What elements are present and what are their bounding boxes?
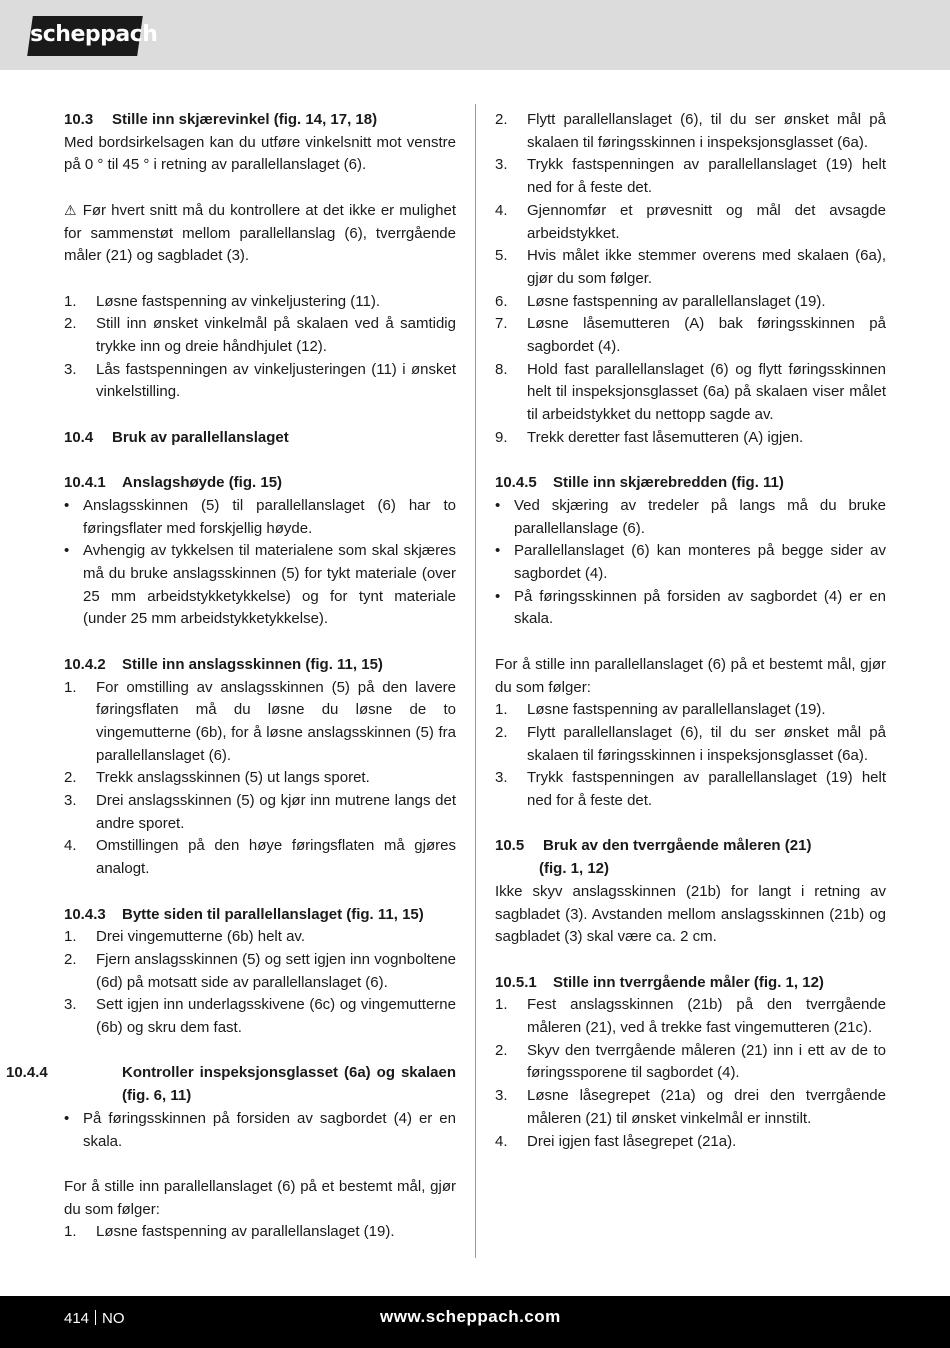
list-item: 7. Løsne låsemutteren (A) bak føringsskinnen på sagbordet (4).: [495, 315, 886, 356]
warning-triangle-icon: ⚠: [64, 202, 78, 219]
website-link[interactable]: www.scheppach.com: [380, 1307, 561, 1326]
section-heading-10-5-fig: (fig. 1, 12): [539, 860, 610, 878]
right-column: [495, 109, 886, 1153]
list-item: 2. Fjern anslagsskinnen (5) og sett igjen inn vognboltene (6d) på motsatt side av parallellanslaget (6).: [64, 950, 456, 991]
section-heading-10-5-1: 10.5.1 Stille inn tverrgående måler (fig. 1, 12): [495, 973, 824, 991]
list-item: 2. Still inn ønsket vinkelmål på skalaen ved å samtidig trykke inn og dreie håndhjulet (12).: [64, 315, 456, 355]
list-item: 2. Skyv den tverrgående måleren (21) inn i ett av de to føringssporene til sagbordet (4).: [495, 1041, 886, 1082]
warning-note: ⚠ Før hvert snitt må du kontrollere at det ikke er mulighet for sammenstøt mellom parallellanslag (6), tverrgående måler (21) og sagbladet (3).: [64, 201, 456, 265]
bullet-item: • Ved skjæring av tredeler på langs må du bruke parallellanslage (6).: [495, 496, 886, 537]
bullet-item: • På føringsskinnen på forsiden av sagbordet (4) er en skala.: [64, 1109, 456, 1150]
section-intro: For å stille inn parallellanslaget (6) på et bestemt mål, gjør du som følger:: [64, 1177, 456, 1218]
list-item: 4. Drei igjen fast låsegrepet (21a).: [495, 1132, 737, 1150]
language-code: NO: [102, 1310, 125, 1327]
section-body: Med bordsirkelsagen kan du utføre vinkelsnitt mot venstre på 0 ° til 45 ° i retning av parallellanslaget (6).: [64, 133, 456, 174]
scheppach-logo: scheppach: [27, 16, 143, 56]
section-body: Ikke skyv anslagsskinnen (21b) for langt i retning av sagbladet (3). Avstanden mellom anslagsskinnen (21b) og sagbladet (3) skal være ca. 2 cm.: [495, 882, 886, 946]
page-footer: [0, 1296, 950, 1348]
section-heading-10-5: 10.5 Bruk av den tverrgående måleren (21): [495, 837, 812, 855]
section-heading-10-3: 10.3 Stille inn skjærevinkel (fig. 14, 17, 18): [64, 111, 378, 128]
list-item: 2. Flytt parallellanslaget (6), til du ser ønsket mål på skalaen til føringsskinnen i inspeksjonsglasset (6a).: [495, 723, 886, 764]
list-item: 4. Omstillingen på den høye føringsflaten må gjøres analogt.: [64, 837, 456, 878]
list-item: 8. Hold fast parallellanslaget (6) og flytt føringsskinnen helt til inspeksjonsglasset (6a) på skalaen viser målet til arbeidstykket du nettopp sagde av.: [495, 360, 886, 424]
list-item: 1. Drei vingemutterne (6b) helt av.: [64, 928, 305, 946]
list-item: 6. Løsne fastspenning av parallellanslaget (19).: [495, 292, 826, 310]
list-item: 3. Lås fastspenningen av vinkeljusteringen (11) i ønsket vinkelstilling.: [64, 360, 456, 401]
list-item: 1. Fest anslagsskinnen (21b) på den tverrgående måleren (21), ved å trekke fast vingemutteren (21c).: [495, 996, 886, 1037]
section-heading-10-4: 10.4 Bruk av parallellanslaget: [64, 428, 289, 446]
section-heading-10-4-2: 10.4.2 Stille inn anslagsskinnen (fig. 11, 15): [64, 655, 383, 673]
list-item: 3. Trykk fastspenningen av parallellanslaget (19) helt ned for å feste det.: [495, 156, 886, 197]
bullet-item: • På føringsskinnen på forsiden av sagbordet (4) er en skala.: [495, 587, 886, 628]
list-item: 5. Hvis målet ikke stemmer overens med skalaen (6a), gjør du som følger.: [495, 247, 886, 287]
separator: [95, 1310, 96, 1325]
left-column: [6, 109, 456, 1244]
section-intro: For å stille inn parallellanslaget (6) på et bestemt mål, gjør du som følger:: [495, 655, 886, 696]
bullet-item: • Anslagsskinnen (5) til parallellanslaget (6) har to føringsflater med forskjellig høyde.: [64, 496, 456, 537]
list-item: 1. Løsne fastspenning av parallellanslaget (19).: [495, 701, 826, 719]
list-item: 1. For omstilling av anslagsskinnen (5) på den lavere føringsflaten må du løsne du løsne de to vingemutterne (6b), for å løsne anslagsskinnen (5) fra parallellanslaget (6).: [64, 678, 456, 764]
section-heading-10-4-3: 10.4.3 Bytte siden til parallellanslaget (fig. 11, 15): [64, 905, 424, 923]
section-heading-10-4-4: 10.4.4 Kontroller inspeksjonsglasset (6a) og skalaen (fig. 6, 11): [6, 1064, 456, 1105]
list-item: 3. Trykk fastspenningen av parallellanslaget (19) helt ned for å feste det.: [495, 769, 886, 810]
list-item: 9. Trekk deretter fast låsemutteren (A) igjen.: [495, 428, 804, 446]
list-item: 2. Flytt parallellanslaget (6), til du ser ønsket mål på skalaen til føringsskinnen i inspeksjonsglasset (6a).: [495, 111, 886, 151]
page-header: [0, 0, 950, 70]
list-item: 3. Løsne låsegrepet (21a) og drei den tverrgående måleren (21) til ønsket vinkelmål er innstilt.: [495, 1087, 886, 1127]
column-divider: [475, 104, 476, 1258]
page-number: 414 NO: [64, 1310, 125, 1327]
section-heading-10-4-1: 10.4.1 Anslagshøyde (fig. 15): [64, 474, 283, 492]
bullet-item: • Parallellanslaget (6) kan monteres på begge sider av sagbordet (4).: [495, 542, 886, 583]
list-item: 1. Løsne fastspenning av vinkeljustering (11).: [64, 292, 381, 310]
bullet-item: • Avhengig av tykkelsen til materialene som skal skjæres må du bruke anslagsskinnen (5) for tykt materiale (over 25 mm arbeidstykketykkelse) og for tynt materiale (under 25 mm arbeidstykketykkelse).: [64, 542, 456, 628]
section-heading-10-4-5: 10.4.5 Stille inn skjærebredden (fig. 11): [495, 474, 784, 492]
list-item: 1. Løsne fastspenning av parallellanslaget (19).: [64, 1223, 395, 1241]
list-item: 4. Gjennomfør et prøvesnitt og mål det avsagde arbeidstykket.: [495, 201, 886, 242]
list-item: 3. Drei anslagsskinnen (5) og kjør inn mutrene langs det andre sporet.: [64, 792, 456, 832]
list-item: 3. Sett igjen inn underlagsskivene (6c) og vingemutterne (6b) og skru dem fast.: [64, 996, 456, 1037]
list-item: 2. Trekk anslagsskinnen (5) ut langs sporet.: [64, 769, 370, 787]
